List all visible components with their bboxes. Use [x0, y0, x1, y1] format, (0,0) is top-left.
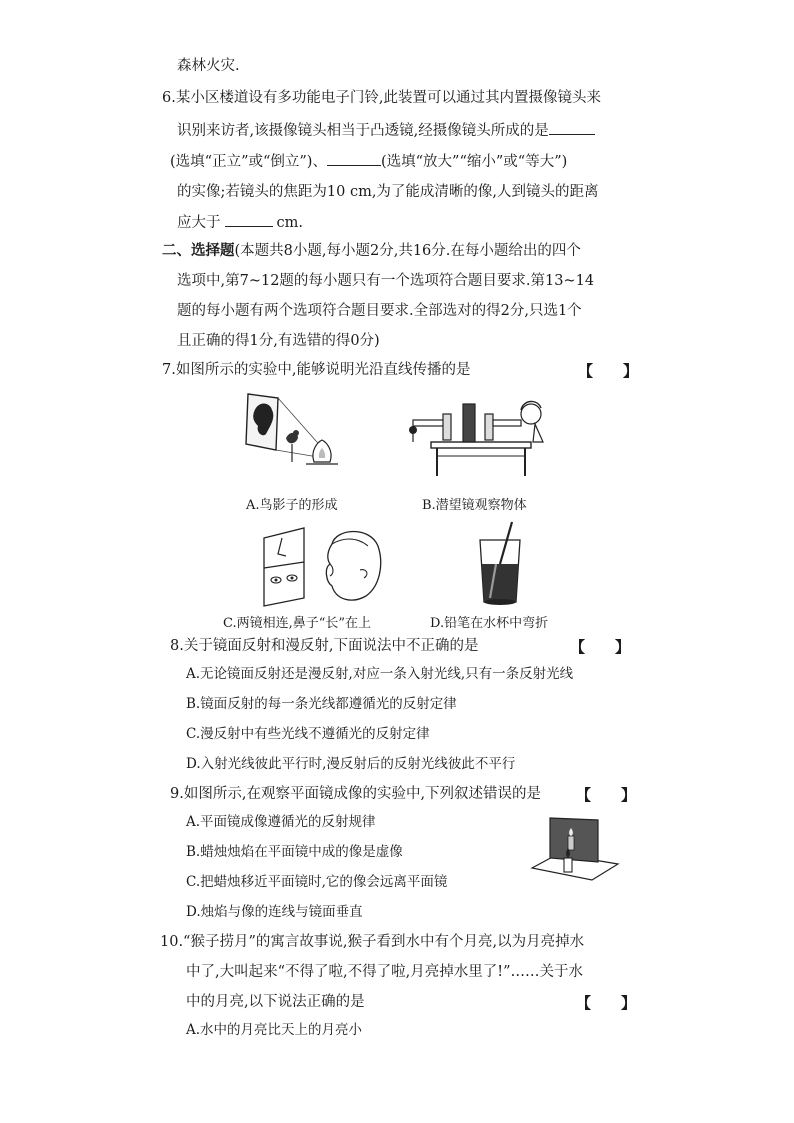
q6-blank-3[interactable]: [225, 212, 273, 227]
q9-stem: 9.如图所示,在观察平面镜成像的实验中,下列叙述错误的是: [170, 786, 542, 802]
q6-line-4: 的实像;若镜头的焦距为10 cm,为了能成清晰的像,人到镜头的距离: [177, 184, 599, 200]
pencil-glass-figure: [470, 520, 530, 610]
q10-line-2: 中了,大叫起来“不得了啦,不得了啦,月亮掉水里了!”……关于水: [186, 964, 583, 980]
q6-blank-2[interactable]: [327, 151, 381, 166]
section2-line-1: 二、选择题(本题共8小题,每小题2分,共16分.在每小题给出的四个: [162, 242, 581, 259]
q6-blank-1[interactable]: [549, 120, 595, 135]
q6-line-2: 识别来访者,该摄像镜头相当于凸透镜,经摄像镜头所成的是: [177, 120, 595, 141]
q10-line-1: 10.“猴子捞月”的寓言故事说,猴子看到水中有个月亮,以为月亮掉水: [160, 934, 585, 950]
q8-option-b: B.镜面反射的每一条光线都遵循光的反射定律: [186, 696, 457, 712]
q8-stem: 8.关于镜面反射和漫反射,下面说法中不正确的是: [170, 638, 479, 654]
q6-line-5: 应大于 cm.: [177, 212, 303, 233]
q7-caption-a: A.鸟影子的形成: [246, 498, 338, 513]
q10-option-a: A.水中的月亮比天上的月亮小: [186, 1022, 363, 1038]
mirror-nose-figure: [260, 524, 390, 608]
q5-tail: 森林火灾.: [177, 58, 240, 74]
section2-line-4: 且正确的得1分,有选错的得0分): [177, 333, 380, 349]
plane-mirror-candle-figure: [528, 814, 620, 886]
q8-option-a: A.无论镜面反射还是漫反射,对应一条入射光线,只有一条反射光线: [186, 666, 574, 682]
q6-line-1: 6.某小区楼道设有多功能电子门铃,此装置可以通过其内置摄像镜头来: [162, 90, 601, 106]
section2-line-2: 选项中,第7~12题的每小题只有一个选项符合题目要求.第13~14: [177, 273, 595, 289]
section2-heading: 二、选择题: [162, 242, 235, 259]
q9-option-d: D.烛焰与像的连线与镜面垂直: [186, 904, 363, 920]
q8-answer-bracket[interactable]: 【 】: [570, 638, 631, 656]
bird-shadow-figure: [240, 392, 340, 482]
q9-option-a: A.平面镜成像遵循光的反射规律: [186, 814, 376, 830]
q7-answer-bracket[interactable]: 【 】: [578, 362, 639, 380]
q9-option-b: B.蜡烛烛焰在平面镜中成的像是虚像: [186, 844, 403, 860]
section2-line-3: 题的每小题有两个选项符合题目要求.全部选对的得2分,只选1个: [177, 303, 582, 319]
q8-option-c: C.漫反射中有些光线不遵循光的反射定律: [186, 726, 430, 742]
q7-caption-b: B.潜望镜观察物体: [422, 498, 527, 513]
q9-option-c: C.把蜡烛移近平面镜时,它的像会远离平面镜: [186, 874, 448, 890]
q10-answer-bracket[interactable]: 【 】: [576, 994, 637, 1012]
q7-caption-c: C.两镜相连,鼻子“长”在上: [223, 616, 372, 631]
q8-option-d: D.入射光线彼此平行时,漫反射后的反射光线彼此不平行: [186, 756, 516, 772]
q6-line-3: (选填“正立”或“倒立”)、 (选填“放大”“缩小”或“等大”): [170, 151, 567, 172]
q7-caption-d: D.铅笔在水杯中弯折: [430, 616, 549, 631]
periscope-figure: [405, 392, 555, 482]
q7-stem: 7.如图所示的实验中,能够说明光沿直线传播的是: [162, 362, 471, 378]
q9-answer-bracket[interactable]: 【 】: [576, 786, 637, 804]
q10-line-3: 中的月亮,以下说法正确的是: [186, 994, 365, 1010]
